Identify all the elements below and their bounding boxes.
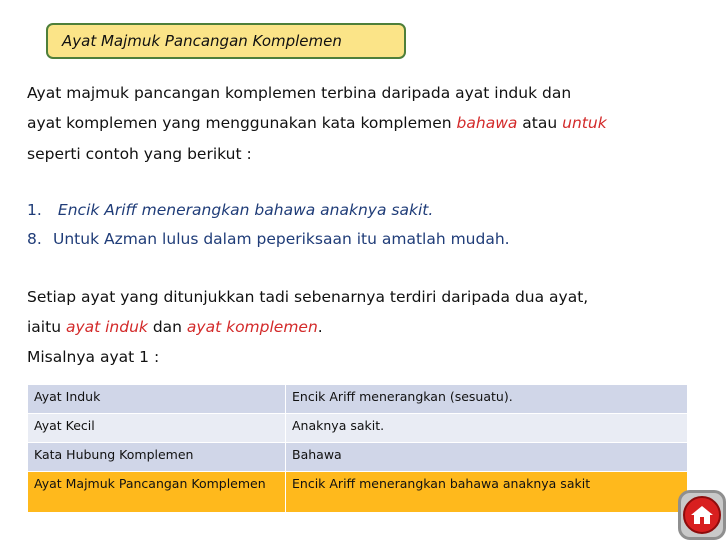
example-2 — [27, 230, 510, 248]
table-row — [28, 385, 688, 414]
keyword-untuk: untuk — [562, 114, 607, 132]
explain-line-1: Setiap ayat yang ditunjukkan tadi sebenarnya terdiri daripada dua ayat, — [27, 288, 589, 306]
slide-title-text: Ayat Majmuk Pancangan Komplemen — [62, 32, 342, 50]
example-1 — [27, 201, 433, 219]
slide-title — [46, 23, 406, 59]
explain-line-2-period: . — [317, 318, 323, 336]
table-cell-label: Ayat Induk — [28, 385, 286, 414]
example-1-text: Encik Ariff menerangkan bahawa anaknya sakit. — [53, 201, 434, 219]
intro-line-2 — [27, 114, 607, 132]
table-cell-value: Encik Ariff menerangkan (sesuatu). — [286, 385, 688, 414]
keyword-ayat-komplemen: ayat komplemen — [186, 318, 318, 336]
table-row — [28, 443, 688, 472]
home-icon — [683, 496, 721, 534]
intro-line-2-atau: atau — [517, 114, 563, 132]
table-cell-value: Encik Ariff menerangkan bahawa anaknya sakit — [286, 472, 688, 513]
home-button[interactable] — [678, 490, 726, 540]
intro-line-1: Ayat majmuk pancangan komplemen terbina daripada ayat induk dan — [27, 84, 572, 102]
example-breakdown-table — [27, 384, 688, 513]
intro-line-2-text: ayat komplemen yang menggunakan kata komplemen — [27, 114, 457, 132]
keyword-ayat-induk: ayat induk — [65, 318, 148, 336]
table-cell-value: Anaknya sakit. — [286, 414, 688, 443]
table-cell-value: Bahawa — [286, 443, 688, 472]
example-2-text: Untuk Azman lulus dalam peperiksaan itu amatlah mudah. — [53, 230, 510, 248]
table-cell-label: Kata Hubung Komplemen — [28, 443, 286, 472]
explain-line-2 — [27, 318, 323, 336]
table-cell-label: Ayat Kecil — [28, 414, 286, 443]
table-cell-label: Ayat Majmuk Pancangan Komplemen — [28, 472, 286, 513]
explain-line-2-dan: dan — [147, 318, 187, 336]
intro-line-3: seperti contoh yang berikut : — [27, 145, 252, 163]
example-1-number: 1. — [27, 201, 42, 219]
keyword-bahawa: bahawa — [456, 114, 518, 132]
explain-line-2-iaitu: iaitu — [27, 318, 66, 336]
table-row — [28, 414, 688, 443]
explain-line-3: Misalnya ayat 1 : — [27, 348, 160, 366]
table-row — [28, 472, 688, 513]
example-2-number: 8. — [27, 230, 42, 248]
